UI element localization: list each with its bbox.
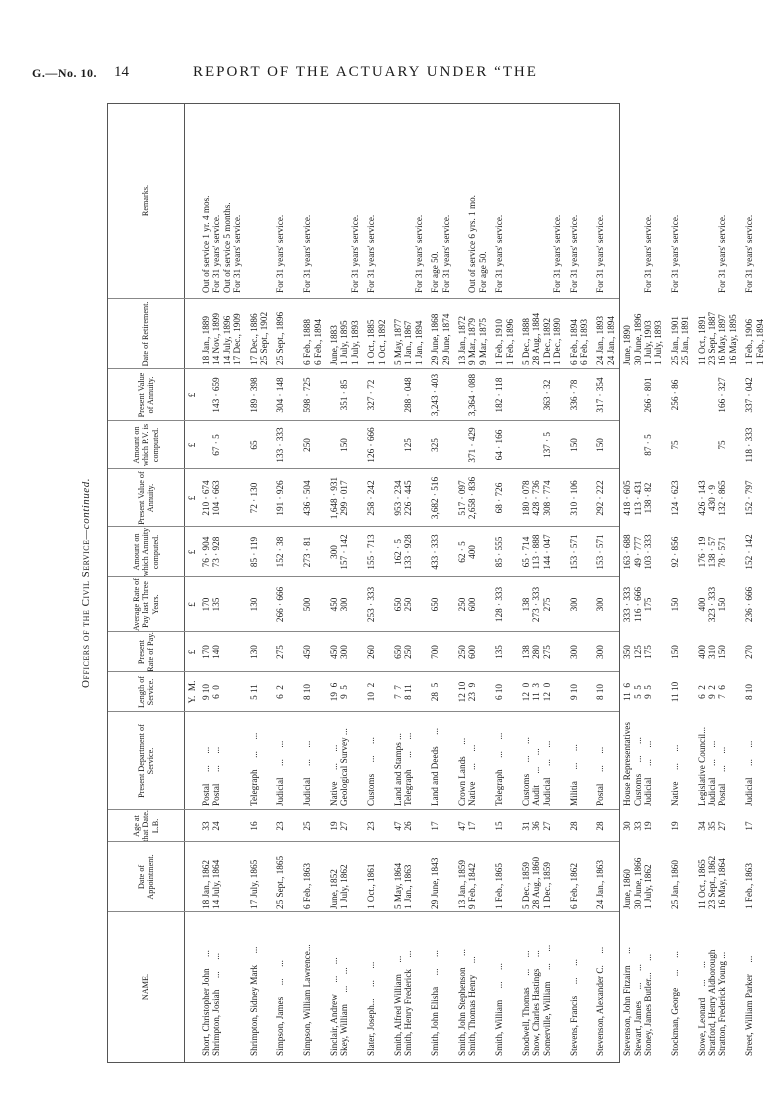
cell-dept: Militia ... ... — [568, 744, 579, 806]
column-header-rate: Present Rate of Pay. — [136, 632, 155, 672]
cell-rate: 260 — [366, 645, 377, 659]
cell-doa: 6 Feb., 1863 — [302, 863, 313, 909]
cell-name: Smith, John Elisha ... ... — [430, 950, 441, 1056]
cell-dor: 6 Feb., 1888 6 Feb., 1894 — [302, 319, 323, 365]
page-title: REPORT OF THE ACTUARY UNDER “THE — [193, 64, 538, 80]
cell-pvr: 143 · 659 — [211, 377, 222, 413]
cell-dept: Native ... ... — [669, 744, 680, 806]
cell-amt2: 250 — [302, 438, 313, 452]
cell-pv: 953 · 234 226 · 445 — [393, 480, 414, 516]
rotated-table-region — [80, 103, 765, 1063]
cell-dor: 25 Sept., 1896 — [275, 311, 286, 365]
cell-amt2: 125 — [403, 438, 414, 452]
cell-dor: 1 Feb., 1910 1 Feb., 1896 — [494, 319, 515, 365]
cell-name: Slater, Joseph... ... ... — [366, 961, 377, 1056]
cell-dept: Judicial ... ... — [302, 740, 313, 806]
cell-rem: For 31 years' service. — [275, 214, 286, 293]
cell-amt2: 118 · 333 — [744, 427, 755, 463]
cell-len: 6 10 — [494, 683, 505, 701]
unit-label: £ — [187, 549, 197, 555]
cell-name: Stowe, Leonard ... ... Stratford, Henry Aldborough Stratton, Frederick Young ... — [696, 949, 728, 1056]
cell-avg: 253 · 333 — [366, 586, 377, 623]
cell-amt: 85 · 119 — [248, 536, 259, 568]
cell-age: 23 — [275, 821, 286, 831]
cell-avg: 170 135 — [201, 597, 222, 612]
cell-amt: 76 · 904 73 · 928 — [201, 536, 222, 568]
cell-dept: House Representatives Customs ... ... Judicial ... ... — [622, 722, 653, 806]
cell-age: 33 24 — [201, 821, 222, 831]
cell-age: 47 26 — [393, 821, 414, 831]
cell-doa: 13 Jan., 1859 9 Feb., 1842 — [457, 860, 478, 909]
cell-doa: 1 Feb., 1863 — [744, 863, 755, 909]
cell-age: 19 — [669, 821, 680, 831]
page-number: 14 — [114, 64, 129, 80]
cell-dor: 13 Jan., 1872 9 Mar., 1879 9 Mar., 1875 — [457, 316, 488, 365]
caption-continued: —continued. — [80, 478, 92, 540]
cell-dor: 18 Jan., 1889 14 Nov., 1899 14 July, 1896 17 Dec., 1909 — [201, 313, 243, 365]
column-header-amt2: Amount on which P.V. is computed. — [131, 423, 160, 467]
cell-pv: 68 · 726 — [494, 482, 505, 514]
column-rule — [108, 298, 619, 299]
cell-amt: 152 · 38 — [275, 536, 286, 568]
cell-avg: 266 · 666 — [275, 586, 286, 623]
unit-label: £ — [187, 602, 197, 607]
cell-name: Smith, John Stephenson ... Smith, Thomas Henry ... — [457, 949, 478, 1056]
cell-len: 7 7 8 11 — [393, 684, 414, 700]
cell-avg: 650 250 — [393, 597, 414, 612]
cell-len: 12 0 11 3 12 0 — [521, 682, 552, 702]
cell-age: 28 — [568, 821, 579, 831]
column-header-rem: Remarks. — [141, 184, 151, 217]
cell-dor: 24 Jan., 1893 24 Jan., 1894 — [595, 316, 616, 365]
cell-doa: 1 Feb., 1865 — [494, 863, 505, 909]
cell-rate: 350 125 175 — [622, 645, 653, 659]
cell-avg: 130 — [248, 597, 259, 612]
cell-dor: 25 Jan., 1901 25 Jan., 1891 — [669, 316, 691, 365]
cell-amt: 62 · 5 400 — [457, 541, 478, 563]
cell-len: 8 10 — [302, 683, 313, 701]
cell-rate: 275 — [275, 645, 286, 659]
column-header-avg: Average Rate of Pay last Three Years. — [131, 577, 160, 632]
cell-amt: 300 157 · 142 — [329, 534, 350, 570]
column-rule — [108, 911, 619, 912]
cell-pv: 210 · 674 104 · 663 — [201, 480, 222, 516]
cell-pvr: 288 · 048 — [403, 377, 414, 413]
cell-dor: June, 1883 1 July, 1895 1 July, 1893 — [329, 320, 360, 365]
cell-pv: 3,682 · 516 — [430, 476, 441, 520]
cell-rate: 135 — [494, 645, 505, 659]
cell-amt2: 75 — [669, 440, 680, 450]
cell-age: 25 — [302, 821, 313, 831]
cell-rate: 270 — [744, 645, 755, 659]
cell-pv: 1,648 · 931 299 · 017 — [329, 476, 350, 520]
cell-pvr: 256 · 86 — [669, 379, 680, 411]
table-caption — [80, 103, 102, 1063]
cell-len: 11 10 — [669, 681, 680, 703]
cell-pv: 310 · 106 — [568, 480, 579, 516]
column-header-amt: Amount on which Annuity computed. — [131, 527, 160, 577]
cell-rate: 300 — [595, 645, 606, 659]
unit-label: £ — [187, 495, 197, 501]
cell-doa: 25 Jan., 1860 — [669, 860, 680, 909]
cell-pvr: 327 · 72 — [366, 379, 377, 411]
cell-amt: 162 · 5 133 · 928 — [393, 534, 414, 570]
cell-len: 12 10 23 9 — [457, 681, 478, 703]
cell-age: 23 — [366, 821, 377, 831]
cell-len: 6 2 — [275, 685, 286, 699]
cell-avg: 138 273 · 333 275 — [521, 586, 552, 623]
cell-dor: 6 Feb., 1894 6 Feb., 1893 — [568, 319, 589, 365]
cell-age: 31 36 27 — [521, 821, 552, 831]
cell-name: Stevenson, John Fitzairn ... Stewart, James ... ... Stoney, James Butler... ... — [622, 947, 653, 1056]
cell-doa: 5 May, 1864 1 Jan., 1863 — [393, 862, 414, 909]
column-header-dor: Date of Retirement. — [141, 301, 151, 367]
cell-dept: Land and Deeds ... — [430, 727, 441, 806]
cell-name: Simpson, William Lawrence... — [302, 944, 313, 1056]
cell-dept: Judicial ... ... — [275, 740, 286, 806]
cell-pvr: 3,364 · 088 — [467, 373, 478, 417]
cell-rem: For 31 years' service. — [595, 214, 606, 293]
cell-dept: Land and Stamps ... Telegraph ... ... — [393, 732, 414, 806]
cell-doa: 11 Oct., 1865 23 Sept., 1862 16 May, 1864 — [696, 855, 728, 909]
column-header-doa: Date of Appointment. — [136, 854, 155, 900]
cell-amt: 65 · 714 113 · 888 144 · 047 — [521, 534, 552, 570]
cell-dept: Customs ... ... Audit ... ... Judicial ... ... — [521, 737, 552, 806]
cell-avg: 300 — [568, 597, 579, 612]
cell-name: Stevenson, Alexander C. ... — [595, 946, 606, 1056]
cell-pv: 191 · 926 — [275, 480, 286, 516]
cell-rem: For 31 years' service. — [669, 214, 680, 293]
cell-rate: 138 280 275 — [521, 645, 552, 659]
cell-pv: 292 · 222 — [595, 480, 606, 516]
cell-doa: 5 Dec., 1859 28 Aug., 1860 1 Dec., 1859 — [521, 856, 552, 909]
cell-amt2: 64 · 166 — [494, 429, 505, 461]
cell-rem: For 31 years' service. — [366, 214, 377, 293]
cell-pvr: 182 · 118 — [494, 377, 505, 413]
cell-pvr: 317 · 354 — [595, 377, 606, 413]
cell-rem: For 31 years' service. — [494, 214, 505, 293]
cell-amt2: 137 · 5 — [541, 431, 552, 459]
cell-rem: For 31 years' service. — [349, 214, 360, 293]
cell-doa: 1 Oct., 1861 — [366, 863, 377, 909]
cell-avg: 250 600 — [457, 597, 478, 612]
cell-pvr: 336 · 78 — [568, 379, 579, 411]
cell-pv: 124 · 623 — [669, 480, 680, 516]
cell-dor: 17 Dec., 1886 25 Sept., 1902 — [248, 311, 269, 365]
cell-doa: 6 Feb., 1862 — [568, 863, 579, 909]
cell-avg: 236 · 666 — [744, 586, 755, 623]
cell-rate: 650 250 — [393, 645, 414, 659]
cell-rem: For 31 years' service. — [552, 214, 563, 293]
cell-dor: 5 Dec., 1888 28 Aug., 1884 1 Dec., 1892 1 Dec., 1890 — [521, 312, 563, 365]
column-header-pvr: Present Value of Annuity. — [136, 372, 155, 418]
cell-amt2: 67 · 5 — [211, 434, 222, 456]
cell-rate: 300 — [568, 645, 579, 659]
cell-dept: Postal ... ... Postal ... ... — [201, 746, 222, 806]
cell-dept: Customs ... ... — [366, 737, 377, 806]
cell-age: 17 — [430, 821, 441, 831]
column-header-dept: Present Department of Service. — [136, 724, 155, 798]
cell-amt2: 371 · 429 — [467, 427, 478, 463]
cell-amt2: 133 · 333 — [275, 427, 286, 463]
cell-amt: 273 · 81 — [302, 536, 313, 568]
cell-rem: Out of service 1 yr. 4 mos. For 31 years' service. Out of service 5 months. For 31 years' service. — [201, 195, 243, 293]
cell-pv: 517 · 097 2,658 · 836 — [457, 476, 478, 520]
page-header — [0, 66, 700, 90]
cell-age: 30 33 19 — [622, 821, 653, 831]
cell-dor: 5 May, 1877 1 Jan., 1867 1 Jan., 1894 — [393, 318, 424, 365]
cell-amt: 152 · 142 — [744, 534, 755, 570]
cell-name: Smith, William ... ... — [494, 963, 505, 1056]
cell-avg: 450 300 — [329, 597, 350, 612]
column-header-age: Age at that Date. L.B. — [131, 810, 160, 842]
cell-rem: Out of service 6 yrs. 1 mo. For age 50. — [467, 195, 488, 293]
cell-age: 16 — [248, 821, 259, 831]
cell-age: 34 35 27 — [696, 821, 728, 831]
cell-dept: Legislative Council... Judicial ... ... Postal ... ... — [696, 726, 728, 806]
cell-age: 28 — [595, 821, 606, 831]
caption-main: Officers of the Civil Service — [80, 539, 92, 688]
cell-dor: 1 Feb., 1906 1 Feb., 1894 — [744, 319, 765, 365]
cell-doa: 25 Sept., 1865 — [275, 855, 286, 909]
cell-len: 10 2 — [366, 682, 377, 702]
cell-amt: 153 · 571 — [595, 534, 606, 570]
unit-label: £ — [187, 649, 197, 655]
cell-amt: 163 · 688 49 · 777 103 · 333 — [622, 534, 653, 570]
cell-dept: Crown Lands ... Native ... ... — [457, 737, 478, 806]
cell-len: 5 11 — [248, 684, 259, 700]
cell-avg: 400 323 · 333 150 — [696, 586, 728, 623]
cell-dept: Telegraph ... ... — [248, 732, 259, 806]
cell-rem: For 31 years' service. — [413, 214, 424, 293]
cell-avg: 650 — [430, 597, 441, 612]
column-header-pv: Present Value of Annuity. — [136, 471, 155, 525]
cell-dept: Judicial ... ... — [744, 740, 755, 806]
cell-pvr: 166 · 327 — [717, 377, 728, 413]
cell-rate: 250 600 — [457, 645, 478, 659]
cell-doa: 29 June, 1843 — [430, 857, 441, 909]
cell-amt2: 87 · 5 — [643, 434, 653, 456]
cell-len: 28 5 — [430, 682, 441, 702]
cell-rem: For age 50. For 31 years' service. — [430, 214, 451, 293]
cell-avg: 128 · 333 — [494, 586, 505, 623]
cell-dept: Postal ... ... — [595, 746, 606, 806]
cell-rem: For 31 years' service. — [717, 214, 728, 293]
cell-rate: 170 140 — [201, 645, 222, 659]
cell-amt2: 65 — [248, 440, 259, 450]
cell-name: Short, Christopher John ... Shrimpton, Josiah ... ... — [201, 950, 222, 1056]
cell-name: Stockman, George ... ... — [669, 951, 680, 1056]
cell-dor: 1 Oct., 1885 1 Oct., 1892 — [366, 319, 387, 365]
cell-name: Stevens, Francis ... ... — [568, 959, 579, 1056]
cell-rate: 450 — [302, 645, 313, 659]
document-reference: G.—No. 10. — [32, 66, 97, 80]
cell-avg: 300 — [595, 597, 606, 612]
cell-name: Smith, Alfred William ... Smith, Henry Frederick ... — [393, 950, 414, 1056]
cell-doa: June, 1860 30 June, 1866 1 July, 1862 — [622, 857, 653, 909]
cell-pvr: 337 · 042 — [744, 377, 755, 413]
cell-doa: 24 Jan., 1863 — [595, 860, 606, 909]
cell-pvr: 189 · 398 — [248, 377, 259, 413]
cell-avg: 150 — [669, 597, 680, 612]
cell-dept: Native ... ... Geological Survey ... — [329, 728, 350, 806]
cell-pv: 418 · 605 113 · 431 138 · 82 — [622, 480, 653, 516]
cell-pvr: 598 · 725 — [302, 377, 313, 413]
cell-amt: 92 · 856 — [669, 536, 680, 568]
cell-doa: 17 July, 1865 — [248, 859, 259, 909]
cell-amt: 433 · 333 — [430, 534, 441, 570]
cell-pv: 426 · 143 430 · 9 132 · 865 — [696, 480, 728, 516]
civil-service-table — [107, 103, 765, 1063]
cell-pvr: 363 · 32 — [541, 379, 552, 411]
cell-amt2: 325 — [430, 438, 441, 452]
cell-name: Sinclair, Andrew ... ... Skey, William ... ... — [329, 957, 350, 1056]
cell-len: 9 10 — [568, 683, 579, 701]
cell-rate: 700 — [430, 645, 441, 659]
cell-pv: 258 · 242 — [366, 480, 377, 516]
cell-dept: Telegraph ... ... — [494, 732, 505, 806]
cell-rate: 400 310 150 — [696, 645, 728, 659]
cell-dor: 11 Oct., 1891 23 Sept., 1887 16 May, 1897 16 May, 1895 — [696, 311, 738, 365]
cell-amt2: 75 — [717, 440, 728, 450]
cell-len: 8 10 — [744, 683, 755, 701]
cell-pvr: 266 · 801 — [643, 377, 653, 413]
cell-rate: 450 300 — [329, 645, 350, 659]
cell-len: 6 2 9 2 7 6 — [696, 685, 728, 699]
cell-name: Snodwell, Thomas ... ... Snow, Charles Hastings ... Somerville, William ... ... — [521, 944, 552, 1056]
cell-amt: 85 · 555 — [494, 536, 505, 568]
cell-name: Simpson, James ... ... — [275, 960, 286, 1056]
cell-dor: 29 June, 1868 29 June, 1874 — [430, 313, 451, 365]
cell-doa: June, 1852 1 July, 1862 — [329, 864, 350, 909]
cell-pvr: 351 · 85 — [339, 379, 350, 411]
cell-age: 17 — [744, 821, 755, 831]
cell-avg: 500 — [302, 597, 313, 612]
cell-name: Shrimpton, Sidney Mark ... — [248, 946, 259, 1056]
unit-label: Y. M. — [187, 680, 197, 704]
cell-amt2: 150 — [568, 438, 579, 452]
cell-amt2: 126 · 666 — [366, 427, 377, 463]
cell-amt: 176 · 19 138 · 57 78 · 571 — [696, 536, 728, 568]
column-header-name: NAME. — [141, 973, 151, 1001]
cell-rate: 150 — [669, 645, 680, 659]
cell-amt2: 150 — [339, 438, 350, 452]
cell-doa: 18 Jan., 1862 14 July, 1864 — [201, 859, 222, 909]
cell-rem: For 31 years' service. — [568, 214, 579, 293]
cell-amt2: 150 — [595, 438, 606, 452]
cell-rem: For 31 years' service. — [643, 214, 653, 293]
cell-rem: For 31 years' service. — [744, 214, 755, 293]
cell-len: 8 10 — [595, 683, 606, 701]
cell-rem: For 31 years' service. — [302, 214, 313, 293]
cell-len: 9 10 6 0 — [201, 683, 222, 701]
cell-age: 15 — [494, 821, 505, 831]
cell-avg: 333 · 333 116 · 666 175 — [622, 586, 653, 623]
cell-amt: 153 · 571 — [568, 534, 579, 570]
cell-age: 19 27 — [329, 821, 350, 831]
cell-dor: June, 1890 30 June, 1896 1 July, 1903 1 July, 1893 — [622, 313, 664, 365]
cell-pvr: 3,243 · 403 — [430, 373, 441, 417]
column-header-len: Length of Service. — [136, 675, 155, 709]
cell-len: 11 6 5 5 9 5 — [622, 682, 653, 702]
cell-pv: 72 · 130 — [248, 482, 259, 514]
cell-len: 19 6 9 5 — [329, 682, 350, 702]
cell-pvr: 304 · 148 — [275, 377, 286, 413]
cell-pv: 152 · 797 — [744, 480, 755, 516]
header-rule — [184, 104, 185, 1062]
cell-amt: 155 · 713 — [366, 534, 377, 570]
unit-label: £ — [187, 392, 197, 398]
unit-label: £ — [187, 442, 197, 448]
cell-pv: 180 · 078 428 · 736 308 · 774 — [521, 480, 552, 516]
cell-rate: 130 — [248, 645, 259, 659]
cell-age: 47 17 — [457, 821, 478, 831]
cell-name: Street, William Parker ... — [744, 955, 755, 1056]
cell-pv: 436 · 504 — [302, 480, 313, 516]
